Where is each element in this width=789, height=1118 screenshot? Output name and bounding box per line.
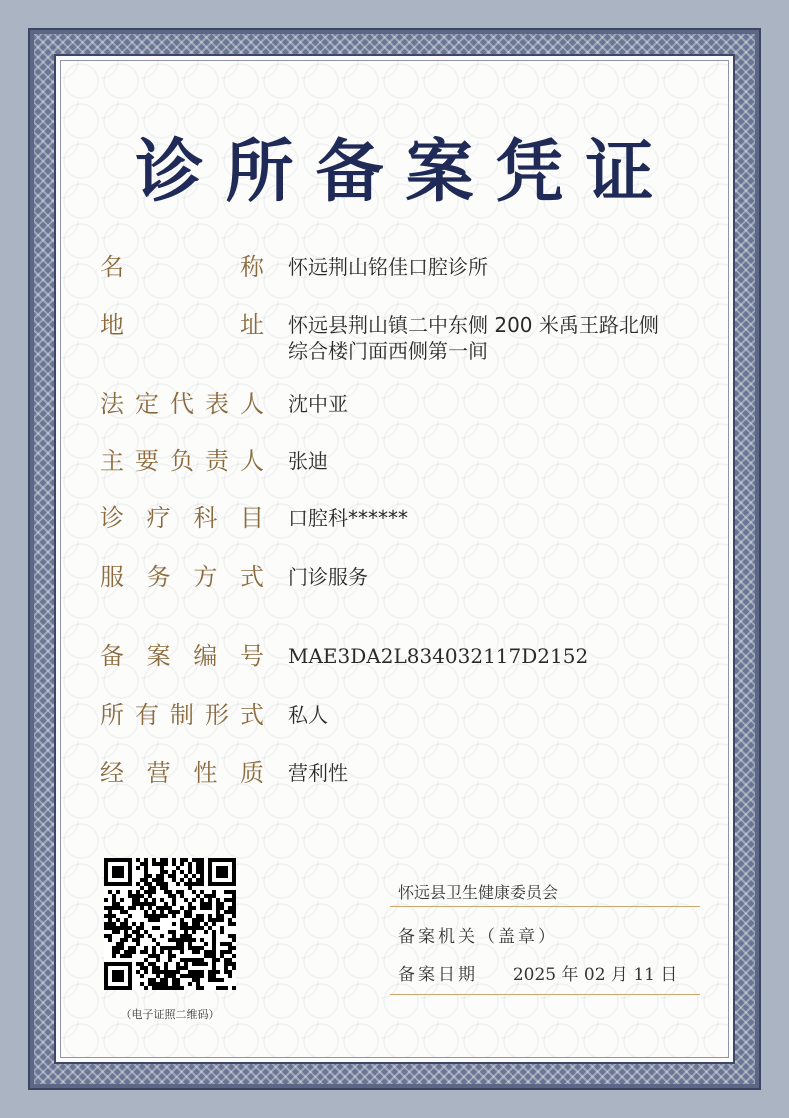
label-char: 务 [146, 563, 171, 591]
label-char: 疗 [146, 504, 171, 532]
label-char: 目 [239, 504, 264, 532]
filing-date-row [398, 960, 677, 985]
label-char: 人 [240, 447, 264, 475]
label-char: 营 [146, 759, 171, 787]
label-char: 地 [100, 311, 124, 339]
filing-date-value: 2025 年 02 月 11 日 [512, 965, 678, 985]
field-label-address [100, 310, 264, 340]
field-value-principal: 张迪 [288, 449, 328, 473]
field-value-legal-representative: 沈中亚 [288, 392, 348, 416]
field-label-service-mode [100, 562, 264, 592]
label-char: 法 [100, 390, 124, 418]
field-value-business-nature: 营利性 [288, 761, 348, 785]
field-label-ownership [100, 700, 264, 730]
address-line-1: 怀远县荆山镇二中东侧 200 米禹王路北侧 [288, 313, 659, 337]
label-char: 责 [205, 447, 229, 475]
label-char: 有 [135, 701, 159, 729]
field-label-filing-number [100, 641, 264, 671]
label-char: 经 [100, 759, 124, 787]
seal-label: 备案机关（盖章） [398, 927, 558, 947]
label-char: 负 [170, 447, 194, 475]
date-rule [390, 994, 700, 995]
authority-rule [390, 906, 700, 907]
label-char: 案 [146, 642, 171, 670]
label-char: 性 [193, 759, 218, 787]
label-char: 制 [170, 701, 194, 729]
field-value-departments: 口腔科****** [288, 506, 408, 530]
field-label-departments [100, 503, 264, 533]
issuing-authority: 怀远县卫生健康委员会 [398, 883, 559, 902]
field-label-principal [100, 446, 264, 476]
label-char: 号 [239, 642, 264, 670]
label-char: 定 [135, 390, 159, 418]
filing-date-label: 备案日期 [398, 965, 478, 985]
qr-code[interactable] [104, 858, 236, 990]
label-char: 人 [240, 390, 264, 418]
label-char: 方 [193, 563, 218, 591]
label-char: 编 [193, 642, 218, 670]
field-value-filing-number: MAE3DA2L834032117D2152 [288, 644, 589, 668]
certificate-title: 诊所备案凭证 [135, 133, 676, 212]
field-label-name [100, 252, 264, 282]
field-label-business-nature [100, 758, 264, 788]
field-label-legal-representative [100, 389, 264, 419]
label-char: 诊 [100, 504, 124, 532]
field-value-address [288, 312, 708, 364]
label-char: 名 [100, 253, 124, 281]
label-char: 所 [100, 701, 124, 729]
qr-code-graphic [104, 858, 236, 990]
label-char: 备 [100, 642, 124, 670]
label-char: 形 [205, 701, 229, 729]
label-char: 式 [240, 701, 264, 729]
address-line-2: 综合楼门面西侧第一间 [288, 339, 488, 363]
label-char: 代 [170, 390, 194, 418]
label-char: 主 [100, 447, 124, 475]
field-value-ownership: 私人 [288, 703, 328, 727]
label-char: 称 [240, 253, 264, 281]
label-char: 科 [193, 504, 218, 532]
label-char: 要 [135, 447, 159, 475]
label-char: 式 [239, 563, 264, 591]
label-char: 址 [240, 311, 264, 339]
field-value-name: 怀远荆山铭佳口腔诊所 [288, 255, 488, 279]
qr-caption: （电子证照二维码） [120, 1008, 220, 1021]
label-char: 服 [100, 563, 124, 591]
label-char: 表 [205, 390, 229, 418]
label-char: 质 [239, 759, 264, 787]
field-value-service-mode: 门诊服务 [288, 565, 368, 589]
